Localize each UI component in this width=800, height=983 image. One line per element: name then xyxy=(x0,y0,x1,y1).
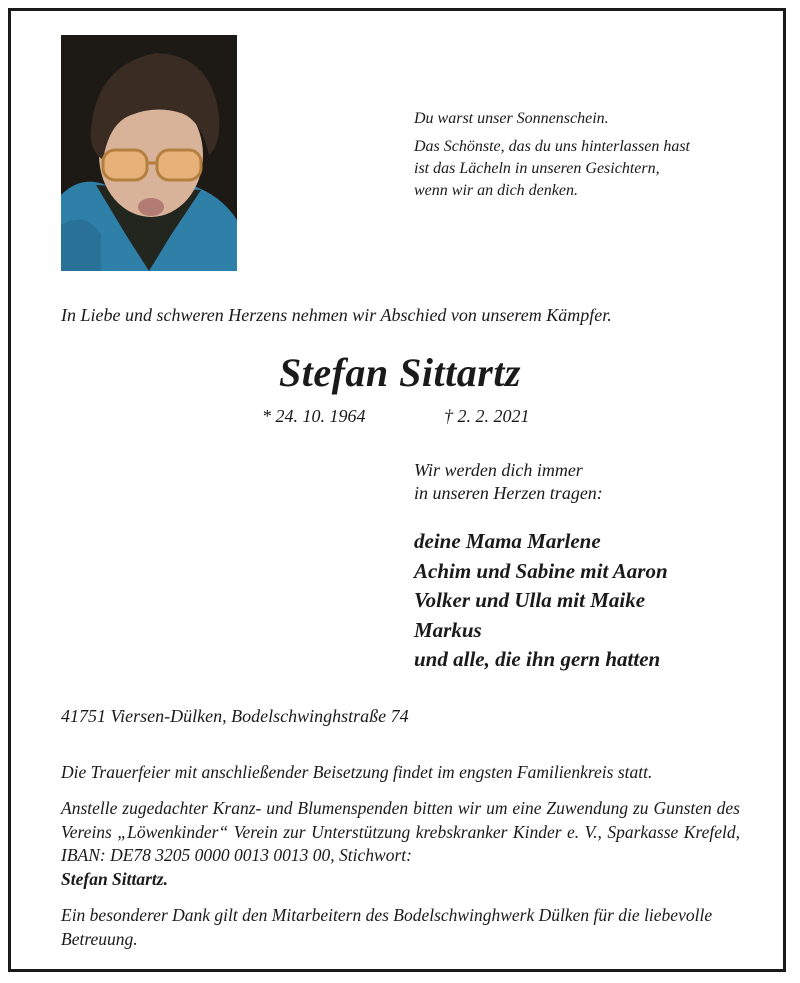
quote-line-1: Wir werden dich immer xyxy=(414,460,583,480)
portrait-image xyxy=(61,35,237,271)
donation-keyword: Stefan Sittartz. xyxy=(61,868,168,889)
poem-line-1: Du warst unser Sonnenschein. xyxy=(414,110,609,127)
donation-note xyxy=(61,797,740,891)
intro-text: In Liebe und schweren Herzens nehmen wir Abschied von unserem Kämpfer. xyxy=(61,305,612,325)
portrait-photo xyxy=(61,35,237,271)
quote xyxy=(414,459,603,505)
deceased-name: Stefan Sittartz xyxy=(278,350,521,395)
family-member: Markus xyxy=(414,617,482,642)
poem-line-2: Das Schönste, das du uns hinterlassen hast xyxy=(414,138,690,155)
death-date: † 2. 2. 2021 xyxy=(444,406,530,426)
address: 41751 Viersen-Dülken, Bodelschwinghstraße 74 xyxy=(61,706,409,726)
quote-line-2: in unseren Herzen tragen: xyxy=(414,483,603,503)
poem-line-4: wenn wir an dich denken. xyxy=(414,182,578,199)
family-member: Volker und Ulla mit Maike xyxy=(414,588,646,612)
donation-text: Anstelle zugedachter Kranz- und Blumenspenden bitten wir um eine Zuwendung zu Gunsten des Vereins „Löwenkinder“ Verein zur Unterstützung krebskranker Kinder e. V., Sparkasse Krefeld, IBAN: DE78 3205 0000 0013 0013 00, Stichwort: xyxy=(61,798,740,865)
family-member: und alle, die ihn gern hatten xyxy=(414,647,661,671)
poem-line-3: ist das Lächeln in unseren Gesichtern, xyxy=(414,160,660,177)
family-member: deine Mama Marlene xyxy=(414,529,601,553)
family-list xyxy=(414,527,668,675)
family-member: Achim und Sabine mit Aaron xyxy=(414,558,668,583)
thanks-note: Ein besonderer Dank gilt den Mitarbeitern des Bodelschwinghwerk Dülken für die liebevolle Betreuung. xyxy=(61,905,713,949)
funeral-note: Die Trauerfeier mit anschließender Beisetzung findet im engsten Familienkreis statt. xyxy=(61,762,653,782)
birth-date: * 24. 10. 1964 xyxy=(262,406,366,426)
poem xyxy=(414,108,754,202)
